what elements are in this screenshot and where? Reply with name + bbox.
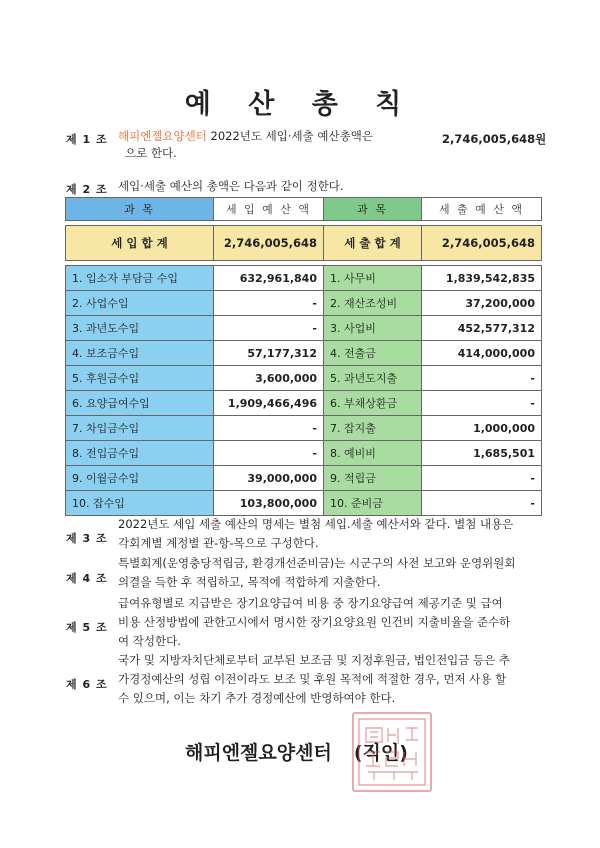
revenue-item: 6. 요양급여수입 <box>66 391 214 416</box>
article-6-line-3: 수 있으며, 이는 차기 추가 경정예산에 반영하여야 한다. <box>118 691 396 705</box>
article-1-line-2: 으로 한다. <box>125 146 177 160</box>
seal-stamp-icon <box>354 714 430 790</box>
revenue-item: 9. 이월금수입 <box>66 466 214 491</box>
article-1-number: 제 1 조 <box>66 133 108 146</box>
official-seal <box>352 712 432 792</box>
revenue-amount: - <box>214 441 324 466</box>
expense-item: 1. 사무비 <box>324 266 422 291</box>
table-row <box>66 491 542 516</box>
revenue-item: 8. 전입금수입 <box>66 441 214 466</box>
revenue-amount: 57,177,312 <box>214 341 324 366</box>
expense-amount: - <box>422 391 542 416</box>
organization-name: 해피엔젤요양센터 <box>118 129 207 143</box>
signature-organization: 해피엔젤요양센터 <box>185 742 332 764</box>
article-6-number: 제 6 조 <box>66 678 108 691</box>
revenue-amount: 103,800,000 <box>214 491 324 516</box>
table-row <box>66 441 542 466</box>
expense-total-label: 세 출 합 계 <box>324 226 422 261</box>
expense-amount: 1,000,000 <box>422 416 542 441</box>
expense-item: 3. 사업비 <box>324 316 422 341</box>
article-5-text <box>118 594 510 651</box>
expense-item: 8. 예비비 <box>324 441 422 466</box>
revenue-amount: - <box>214 291 324 316</box>
revenue-item: 2. 사업수입 <box>66 291 214 316</box>
revenue-amount: 632,961,840 <box>214 266 324 291</box>
article-5-line-2: 비용 산정방법에 관한고시에서 명시한 장기요양요원 인건비 지출비율을 준수하 <box>118 615 511 629</box>
revenue-total-amount: 2,746,005,648 <box>214 226 324 261</box>
expense-item: 10. 준비금 <box>324 491 422 516</box>
budget-rows <box>66 266 542 516</box>
table-row <box>66 416 542 441</box>
revenue-amount: 39,000,000 <box>214 466 324 491</box>
expense-amount: 1,839,542,835 <box>422 266 542 291</box>
expense-item: 7. 잡지출 <box>324 416 422 441</box>
table-header-row <box>66 198 542 221</box>
revenue-item: 1. 입소자 부담금 수입 <box>66 266 214 291</box>
article-3-line-1: 2022년도 세입 세출 예산의 명세는 별첨 세입.세출 예산서와 같다. 별첨 내용은 <box>118 517 514 531</box>
article-4-line-1: 특별회계(운영충당적립금, 환경개선준비금)는 시군구의 사전 보고와 운영위원회 <box>118 556 516 570</box>
table-sum-row <box>66 226 542 261</box>
article-1-line-1: 2022년도 세입·세출 예산총액은 <box>206 129 373 143</box>
revenue-item: 10. 잡수입 <box>66 491 214 516</box>
expense-amount: 37,200,000 <box>422 291 542 316</box>
header-expense-item: 과 목 <box>324 198 422 221</box>
article-6-line-1: 국가 및 지방자치단체로부터 교부된 보조금 및 지정후원금, 법인전입금 등은 추 <box>118 653 511 667</box>
expense-amount: 452,577,312 <box>422 316 542 341</box>
article-6-line-2: 가경정예산의 성립 이전이라도 보조 및 후원 목적에 적절한 경우, 먼저 사용 할 <box>118 672 507 686</box>
table-row <box>66 291 542 316</box>
expense-amount: - <box>422 466 542 491</box>
expense-amount: 1,685,501 <box>422 441 542 466</box>
expense-amount: 414,000,000 <box>422 341 542 366</box>
article-4-number: 제 4 조 <box>66 572 108 585</box>
article-2-number: 제 2 조 <box>66 183 108 196</box>
article-4-text <box>118 554 516 592</box>
article-5-number: 제 5 조 <box>66 621 108 634</box>
table-row <box>66 466 542 491</box>
revenue-item: 5. 후원금수입 <box>66 366 214 391</box>
article-3-number: 제 3 조 <box>66 532 108 545</box>
header-revenue-amount: 세 입 예 산 액 <box>214 198 324 221</box>
expense-item: 9. 적립금 <box>324 466 422 491</box>
header-expense-amount: 세 출 예 산 액 <box>422 198 542 221</box>
revenue-item: 4. 보조금수입 <box>66 341 214 366</box>
revenue-amount: 1,909,466,496 <box>214 391 324 416</box>
table-row <box>66 266 542 291</box>
article-4-line-2: 의결을 득한 후 적립하고, 목적에 적합하게 지출한다. <box>118 575 381 589</box>
article-1-total-amount: 2,746,005,648원 <box>442 132 547 146</box>
expense-item: 5. 과년도지출 <box>324 366 422 391</box>
table-row <box>66 366 542 391</box>
expense-item: 4. 전출금 <box>324 341 422 366</box>
header-revenue-item: 과 목 <box>66 198 214 221</box>
article-2-text: 세입·세출 예산의 총액은 다음과 같이 정한다. <box>118 179 344 193</box>
table-row <box>66 341 542 366</box>
revenue-total-label: 세 입 합 계 <box>66 226 214 261</box>
article-5-line-3: 여 작성한다. <box>118 634 181 648</box>
expense-item: 2. 재산조성비 <box>324 291 422 316</box>
expense-item: 6. 부채상환금 <box>324 391 422 416</box>
expense-amount: - <box>422 366 542 391</box>
article-6-text <box>118 651 510 708</box>
table-row <box>66 316 542 341</box>
revenue-item: 3. 과년도수입 <box>66 316 214 341</box>
revenue-item: 7. 차입금수입 <box>66 416 214 441</box>
revenue-amount: 3,600,000 <box>214 366 324 391</box>
article-3-line-2: 각회계별 계정별 관-항-목으로 구성한다. <box>118 536 319 550</box>
page-title: 예 산 총 칙 <box>184 89 416 120</box>
revenue-amount: - <box>214 416 324 441</box>
article-5-line-1: 급여유형별로 지급받은 장기요양급여 비용 중 장기요양급여 제공기준 및 급여 <box>118 596 503 610</box>
article-3-text <box>118 515 513 553</box>
revenue-amount: - <box>214 316 324 341</box>
seal-label: (직인) <box>353 742 408 764</box>
table-row <box>66 391 542 416</box>
budget-table <box>65 197 542 516</box>
expense-amount: - <box>422 491 542 516</box>
expense-total-amount: 2,746,005,648 <box>422 226 542 261</box>
